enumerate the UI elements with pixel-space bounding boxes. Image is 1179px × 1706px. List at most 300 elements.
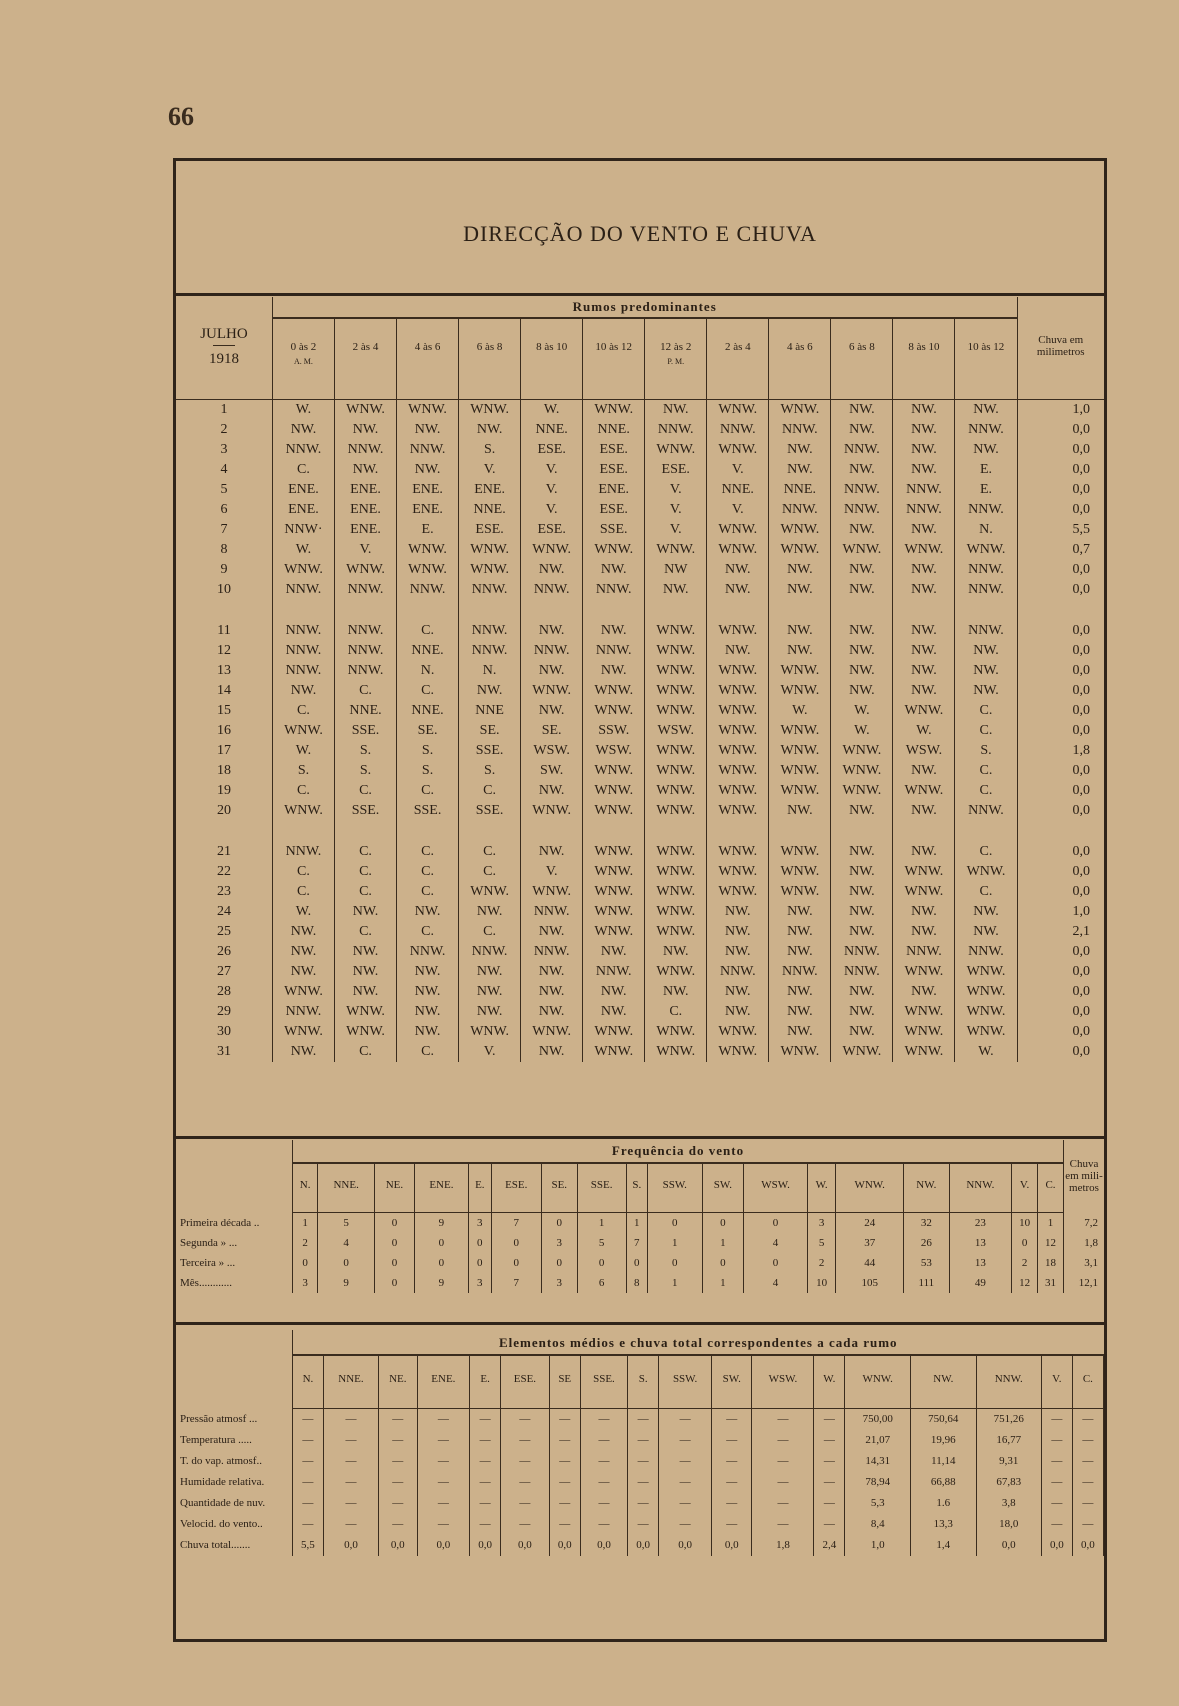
elements-cell: — [814, 1451, 845, 1472]
frequency-cell: 7 [491, 1213, 541, 1234]
elements-cell: — [628, 1430, 659, 1451]
frequency-cell: 2 [293, 1233, 318, 1253]
group-header-rumos: Rumos predominantes [272, 297, 1017, 318]
day-cell: 30 [176, 1022, 272, 1042]
direction-cell: C. [272, 781, 334, 801]
elements-cell: — [293, 1430, 324, 1451]
direction-cell: NW. [272, 942, 334, 962]
time-header-label: 10 às 12 [967, 341, 1005, 353]
direction-cell: N. [397, 661, 459, 681]
frequency-cell: 32 [904, 1213, 949, 1234]
direction-cell: NW. [769, 621, 831, 641]
elements-cell: 5,5 [293, 1535, 324, 1556]
elements-cell: — [580, 1472, 628, 1493]
elements-column-header: SSE. [580, 1355, 628, 1402]
gap-cell [176, 600, 272, 621]
direction-cell: W. [272, 540, 334, 560]
day-cell: 27 [176, 962, 272, 982]
direction-cell: WNW. [334, 1022, 396, 1042]
elements-cell: — [1072, 1409, 1103, 1431]
direction-cell: NNW. [334, 621, 396, 641]
direction-cell: WNW. [583, 681, 645, 701]
time-header-label: 8 às 10 [536, 341, 568, 353]
direction-cell: NNE. [459, 500, 521, 520]
direction-cell: WNW. [459, 882, 521, 902]
elements-cell: — [379, 1430, 418, 1451]
direction-cell: NNW. [893, 480, 955, 500]
direction-cell: NW. [893, 420, 955, 440]
elements-row-label: Humidade relativa. [176, 1472, 293, 1493]
table-row [176, 661, 1104, 681]
frequency-cell: 13 [949, 1233, 1012, 1253]
rain-cell: 0,0 [1072, 623, 1090, 638]
day-cell: 26 [176, 942, 272, 962]
rain-cell: 0,0 [1072, 944, 1090, 959]
month-label: JULHO [200, 325, 248, 342]
frequency-cell: 3 [469, 1273, 492, 1293]
direction-cell: C. [272, 862, 334, 882]
frequency-column-header: NW. [904, 1163, 949, 1206]
rain-cell: 0,0 [1072, 643, 1090, 658]
direction-cell: V. [645, 500, 707, 520]
frequency-rain-cell: 7,2 [1084, 1216, 1098, 1229]
direction-cell: WNW. [893, 882, 955, 902]
direction-cell: NW. [521, 1002, 583, 1022]
direction-cell: NW. [769, 942, 831, 962]
direction-cell: NW. [831, 420, 893, 440]
direction-cell: C. [397, 922, 459, 942]
direction-cell: SSE. [583, 520, 645, 540]
frequency-cell: 0 [577, 1253, 626, 1273]
direction-cell: NW. [831, 400, 893, 421]
direction-cell: NW. [893, 560, 955, 580]
direction-cell: NNW. [955, 801, 1017, 821]
direction-cell: NNE. [769, 480, 831, 500]
direction-cell: NNW. [583, 641, 645, 661]
frequency-cell: 1 [702, 1273, 744, 1293]
elements-column-header: NW. [911, 1355, 976, 1402]
direction-cell: NW. [521, 701, 583, 721]
day-cell: 1 [176, 400, 272, 421]
time-header [397, 318, 459, 395]
elements-cell: — [659, 1451, 712, 1472]
elements-cell: — [549, 1472, 580, 1493]
gap-cell [831, 821, 893, 842]
table-row [176, 1535, 1104, 1556]
frequency-column-header: ESE. [491, 1163, 541, 1206]
direction-cell: NNW. [272, 661, 334, 681]
direction-cell: WNW. [893, 962, 955, 982]
direction-cell: WNW. [955, 540, 1017, 560]
direction-cell: NW. [334, 982, 396, 1002]
elements-column-header: C. [1072, 1355, 1103, 1402]
elements-column-header: E. [470, 1355, 501, 1402]
day-cell: 25 [176, 922, 272, 942]
direction-cell: WNW. [893, 781, 955, 801]
frequency-cell: 0 [702, 1253, 744, 1273]
direction-cell: E. [397, 520, 459, 540]
direction-cell: WNW. [645, 440, 707, 460]
time-header [459, 318, 521, 395]
direction-cell: NNW. [955, 621, 1017, 641]
elements-cell: — [379, 1451, 418, 1472]
direction-cell: V. [707, 500, 769, 520]
frequency-cell: 0 [744, 1253, 808, 1273]
direction-cell: WNW. [583, 1042, 645, 1062]
direction-cell: WNW. [521, 1022, 583, 1042]
elements-cell: — [417, 1430, 470, 1451]
elements-column-header: SSW. [659, 1355, 712, 1402]
direction-cell: WNW. [645, 842, 707, 862]
direction-cell: S. [334, 741, 396, 761]
direction-cell: WNW. [334, 400, 396, 421]
frequency-rain-cell: 1,8 [1084, 1237, 1098, 1249]
gap-cell [831, 600, 893, 621]
elements-cell: — [628, 1493, 659, 1514]
direction-cell: WNW. [645, 801, 707, 821]
direction-cell: S. [272, 761, 334, 781]
time-header-label: 2 às 4 [352, 341, 379, 353]
elements-cell: — [293, 1409, 324, 1431]
frequency-cell: 12 [1038, 1233, 1064, 1253]
title-area [176, 161, 1104, 296]
page-title: DIRECÇÃO DO VENTO E CHUVA [463, 221, 817, 246]
direction-cell: WNW. [707, 721, 769, 741]
frequency-cell: 53 [904, 1253, 949, 1273]
direction-cell: NW. [769, 1022, 831, 1042]
direction-cell: C. [397, 681, 459, 701]
elements-cell: — [814, 1472, 845, 1493]
elements-cell: — [470, 1493, 501, 1514]
direction-cell: NNW. [583, 962, 645, 982]
direction-cell: NW. [397, 460, 459, 480]
direction-cell: ENE. [397, 480, 459, 500]
direction-cell: WNW. [955, 962, 1017, 982]
frequency-cell: 2 [807, 1253, 835, 1273]
direction-cell: WSW. [521, 741, 583, 761]
table-row [176, 1213, 1104, 1234]
direction-cell: WNW. [707, 862, 769, 882]
direction-cell: NW. [831, 882, 893, 902]
direction-cell: WNW. [645, 641, 707, 661]
direction-cell: NW. [955, 440, 1017, 460]
frequency-cell: 2 [1012, 1253, 1038, 1273]
elements-cell: — [712, 1430, 752, 1451]
direction-cell: WNW. [583, 400, 645, 421]
direction-cell: NNW. [521, 580, 583, 600]
direction-cell: V. [521, 500, 583, 520]
direction-cell: WNW. [893, 540, 955, 560]
frequency-cell: 26 [904, 1233, 949, 1253]
direction-cell: WNW. [707, 781, 769, 801]
elements-cell: 0,0 [628, 1535, 659, 1556]
elements-cell: — [814, 1493, 845, 1514]
direction-cell: NW. [955, 641, 1017, 661]
elements-cell: 18,0 [976, 1514, 1041, 1535]
elements-cell: 21,07 [845, 1430, 911, 1451]
direction-cell: WNW. [521, 801, 583, 821]
table-row [176, 1042, 1104, 1062]
elements-cell: 66,88 [911, 1472, 976, 1493]
direction-cell: C. [397, 842, 459, 862]
direction-cell: ESE. [521, 520, 583, 540]
rain-cell: 1,0 [1072, 904, 1090, 919]
direction-cell: NW. [397, 420, 459, 440]
direction-cell: C. [459, 781, 521, 801]
direction-cell: SSE. [334, 801, 396, 821]
direction-cell: V. [645, 480, 707, 500]
direction-cell: WNW. [272, 560, 334, 580]
day-cell: 7 [176, 520, 272, 540]
direction-cell: NW. [707, 922, 769, 942]
elements-row-label: Velocid. do vento.. [176, 1514, 293, 1535]
frequency-cell: 0 [702, 1213, 744, 1234]
elements-cell: — [379, 1493, 418, 1514]
direction-cell: NNW. [893, 942, 955, 962]
direction-cell: NW. [831, 661, 893, 681]
rain-cell: 1,8 [1072, 743, 1090, 758]
direction-cell: NW. [831, 520, 893, 540]
direction-cell: NW. [893, 641, 955, 661]
direction-cell: NW. [831, 842, 893, 862]
elements-cell: — [659, 1409, 712, 1431]
table-row [176, 962, 1104, 982]
direction-cell: WNW. [769, 842, 831, 862]
frequency-cell: 0 [541, 1253, 577, 1273]
elements-cell: — [752, 1472, 814, 1493]
direction-cell: WNW. [272, 801, 334, 821]
direction-cell: WNW. [583, 781, 645, 801]
direction-cell: WSW. [645, 721, 707, 741]
direction-cell: V. [521, 460, 583, 480]
direction-cell: WNW. [707, 701, 769, 721]
frequency-cell: 1 [577, 1213, 626, 1234]
day-cell: 16 [176, 721, 272, 741]
elements-cell: 0,0 [976, 1535, 1041, 1556]
direction-cell: NW. [893, 902, 955, 922]
day-cell: 18 [176, 761, 272, 781]
direction-cell: S. [459, 761, 521, 781]
direction-cell: WNW. [583, 842, 645, 862]
direction-cell: C. [272, 701, 334, 721]
table-row [176, 1430, 1104, 1451]
direction-cell: NW. [893, 520, 955, 540]
table-row [176, 540, 1104, 560]
elements-cell: 750,64 [911, 1409, 976, 1431]
gap-cell [521, 821, 583, 842]
direction-cell: WNW. [583, 540, 645, 560]
direction-cell: NW. [521, 1042, 583, 1062]
rain-cell: 0,0 [1072, 462, 1090, 477]
direction-cell: WNW. [397, 400, 459, 421]
elements-cell: — [1041, 1493, 1072, 1514]
frequency-cell: 13 [949, 1253, 1012, 1273]
frequency-cell: 23 [949, 1213, 1012, 1234]
elements-cell: 14,31 [845, 1451, 911, 1472]
direction-cell: NW. [334, 942, 396, 962]
time-header-label: 6 às 8 [849, 341, 875, 353]
elements-row-label: T. do vap. atmosf.. [176, 1451, 293, 1472]
frequency-cell: 49 [949, 1273, 1012, 1293]
direction-cell: NW. [707, 580, 769, 600]
frequency-column-header: W. [807, 1163, 835, 1206]
rain-cell: 5,5 [1072, 522, 1090, 537]
elements-cell: 16,77 [976, 1430, 1041, 1451]
direction-cell: W. [831, 701, 893, 721]
direction-cell: NW. [831, 801, 893, 821]
elements-cell: — [501, 1430, 550, 1451]
frequency-cell: 1 [647, 1233, 702, 1253]
elements-column-header: W. [814, 1355, 845, 1402]
rain-cell: 0,0 [1072, 803, 1090, 818]
direction-cell: WNW. [769, 721, 831, 741]
direction-cell: NW. [521, 560, 583, 580]
direction-cell: W. [272, 741, 334, 761]
direction-cell: WNW. [707, 882, 769, 902]
direction-cell: WNW. [521, 540, 583, 560]
direction-cell: NW. [893, 761, 955, 781]
direction-cell: W. [955, 1042, 1017, 1062]
frequency-cell: 0 [293, 1253, 318, 1273]
direction-cell: NNE. [707, 480, 769, 500]
direction-cell: ENE. [272, 480, 334, 500]
frequency-cell: 111 [904, 1273, 949, 1293]
elements-column-header: ENE. [417, 1355, 470, 1402]
elements-cell: 750,00 [845, 1409, 911, 1431]
frequency-cell: 0 [375, 1273, 415, 1293]
rain-cell: 0,0 [1072, 663, 1090, 678]
direction-cell: E. [955, 480, 1017, 500]
direction-cell: NW. [334, 902, 396, 922]
elements-cell: — [659, 1493, 712, 1514]
table-row [176, 480, 1104, 500]
direction-cell: S. [459, 440, 521, 460]
frequency-cell: 1 [626, 1213, 647, 1234]
table-row [176, 1022, 1104, 1042]
rain-cell: 0,7 [1072, 542, 1090, 557]
direction-cell: C. [334, 681, 396, 701]
gap-cell [334, 821, 396, 842]
elements-cell: 0,0 [712, 1535, 752, 1556]
frequency-column-header: SSW. [647, 1163, 702, 1206]
elements-cell: — [501, 1451, 550, 1472]
direction-cell: NNW. [521, 942, 583, 962]
direction-cell: WNW. [769, 540, 831, 560]
direction-cell: V. [707, 460, 769, 480]
elements-cell: — [580, 1430, 628, 1451]
decade-gap [176, 821, 1104, 842]
direction-cell: WNW. [893, 862, 955, 882]
direction-cell: WNW. [893, 1022, 955, 1042]
direction-cell: ENE. [459, 480, 521, 500]
frequency-rain-cell: 3,1 [1084, 1257, 1098, 1269]
direction-cell: NNW. [459, 580, 521, 600]
direction-cell: NW. [521, 781, 583, 801]
elements-cell: — [752, 1451, 814, 1472]
direction-cell: WNW. [831, 540, 893, 560]
direction-cell: NW. [769, 1002, 831, 1022]
direction-cell: NW. [707, 641, 769, 661]
direction-cell: ESE. [459, 520, 521, 540]
table-row [176, 781, 1104, 801]
direction-cell: WNW. [583, 801, 645, 821]
direction-cell: WNW. [459, 400, 521, 421]
direction-cell: NW. [893, 460, 955, 480]
direction-cell: NW. [831, 580, 893, 600]
frequency-cell: 3 [469, 1213, 492, 1234]
time-header [769, 318, 831, 395]
table-row [176, 1451, 1104, 1472]
direction-cell: WSW. [583, 741, 645, 761]
direction-cell: NNW. [397, 580, 459, 600]
rain-cell: 0,0 [1072, 844, 1090, 859]
direction-cell: C. [334, 781, 396, 801]
frequency-column-header: N. [293, 1163, 318, 1206]
direction-cell: NW. [459, 902, 521, 922]
day-cell: 22 [176, 862, 272, 882]
table-row [176, 1002, 1104, 1022]
elements-cell: — [1072, 1493, 1103, 1514]
elements-cell: — [1072, 1430, 1103, 1451]
table-row [176, 902, 1104, 922]
time-header-label: 0 às 2 [290, 341, 317, 353]
elements-row-label: Chuva total....... [176, 1535, 293, 1556]
direction-cell: WNW. [459, 540, 521, 560]
table-row [176, 1273, 1104, 1293]
direction-cell: WNW. [955, 1022, 1017, 1042]
direction-cell: NW. [893, 661, 955, 681]
time-header [272, 318, 334, 395]
direction-cell: NNW. [955, 500, 1017, 520]
frequency-cell: 0 [1012, 1233, 1038, 1253]
gap-cell [272, 600, 334, 621]
direction-cell: ESE. [645, 460, 707, 480]
elements-cell: — [1041, 1409, 1072, 1431]
direction-cell: NW. [645, 982, 707, 1002]
frequency-column-header: SW. [702, 1163, 744, 1206]
frequency-cell: 1 [702, 1233, 744, 1253]
direction-cell: WNW. [707, 761, 769, 781]
frequency-cell: 3 [541, 1233, 577, 1253]
direction-cell: NW. [831, 641, 893, 661]
direction-cell: NW. [521, 982, 583, 1002]
direction-cell: NW. [583, 661, 645, 681]
frequency-row-label: Terceira » ... [176, 1253, 293, 1273]
table-row [176, 520, 1104, 540]
elements-cell: 0,0 [417, 1535, 470, 1556]
direction-cell: ENE. [334, 480, 396, 500]
direction-cell: NNW. [831, 962, 893, 982]
direction-cell: NW. [397, 1002, 459, 1022]
elements-cell: — [323, 1493, 378, 1514]
rain-cell: 0,0 [1072, 763, 1090, 778]
frequency-column-header: NNE. [318, 1163, 375, 1206]
elements-cell: — [417, 1472, 470, 1493]
elements-cell: — [417, 1409, 470, 1431]
elements-cell: — [752, 1493, 814, 1514]
elements-row-label: Temperatura ..... [176, 1430, 293, 1451]
frequency-cell: 44 [836, 1253, 904, 1273]
direction-cell: NW. [831, 681, 893, 701]
direction-cell: WNW. [397, 560, 459, 580]
gap-cell [645, 821, 707, 842]
elements-cell: 11,14 [911, 1451, 976, 1472]
direction-cell: WNW. [831, 781, 893, 801]
table-row [176, 500, 1104, 520]
elements-row-label: Quantidade de nuv. [176, 1493, 293, 1514]
table-row [176, 862, 1104, 882]
elements-cell: — [417, 1451, 470, 1472]
